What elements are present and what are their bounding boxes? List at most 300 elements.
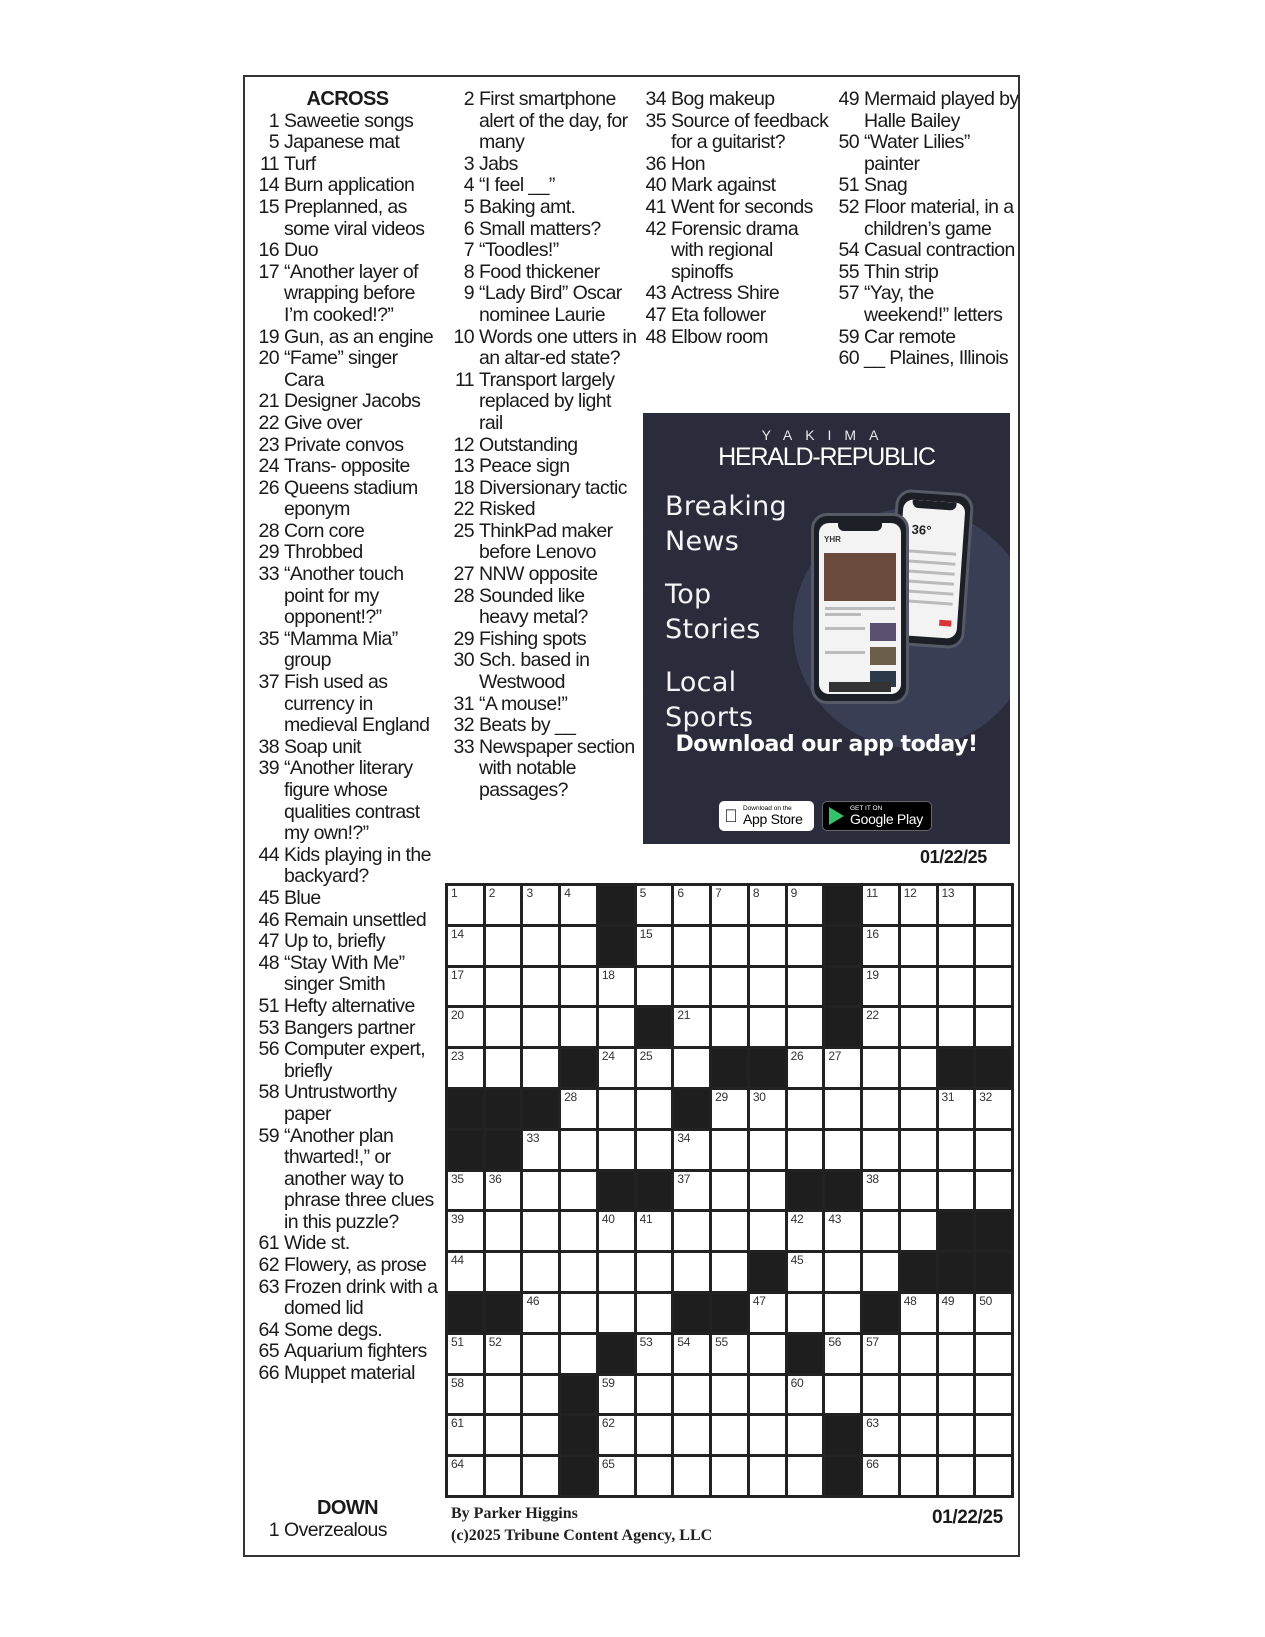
clue-item — [255, 1018, 440, 1040]
grid-cell[interactable] — [825, 1049, 860, 1087]
clue-text: “Yay, the weekend!” letters — [864, 282, 1003, 326]
grid-cell[interactable] — [599, 1212, 634, 1250]
grid-cell[interactable] — [637, 1212, 672, 1250]
grid-cell[interactable] — [976, 1090, 1011, 1128]
grid-cell[interactable] — [448, 1253, 483, 1291]
grid-cell[interactable] — [712, 1335, 747, 1373]
grid-cell[interactable] — [674, 1335, 709, 1373]
grid-cell[interactable] — [788, 1416, 823, 1454]
grid-cell[interactable] — [939, 1294, 974, 1332]
grid-cell[interactable] — [486, 1253, 521, 1291]
grid-cell[interactable] — [901, 886, 936, 924]
grid-cell[interactable] — [674, 1457, 709, 1495]
grid-cell[interactable] — [599, 968, 634, 1006]
cell-number: 7 — [715, 886, 722, 900]
grid-cell[interactable] — [939, 1416, 974, 1454]
grid-cell-block — [825, 1172, 860, 1210]
grid-cell[interactable] — [825, 1212, 860, 1250]
clue-number: 31 — [453, 692, 474, 715]
grid-cell[interactable] — [863, 968, 898, 1006]
grid-cell[interactable] — [674, 1212, 709, 1250]
grid-cell[interactable] — [561, 1172, 596, 1210]
grid-cell[interactable] — [901, 1172, 936, 1210]
cell-number: 27 — [828, 1049, 842, 1064]
grid-cell[interactable] — [976, 1131, 1011, 1169]
copyright: (c)2025 Tribune Content Agency, LLC — [451, 1527, 713, 1544]
grid-cell-block — [486, 1294, 521, 1332]
grid-cell-block — [486, 1131, 521, 1169]
grid-cell[interactable] — [561, 1131, 596, 1169]
clue-number: 25 — [453, 519, 474, 542]
grid-cell[interactable] — [599, 1457, 634, 1495]
grid-cell[interactable] — [712, 1008, 747, 1046]
clue-item — [640, 197, 830, 219]
grid-cell[interactable] — [599, 1294, 634, 1332]
grid-cell[interactable] — [561, 1008, 596, 1046]
clue-text: Frozen drink with a domed lid — [284, 1275, 438, 1320]
clue-text: ThinkPad maker before Lenovo — [479, 519, 613, 564]
grid-cell[interactable] — [825, 1131, 860, 1169]
clue-text: “Water Lilies” painter — [864, 131, 970, 175]
grid-cell[interactable] — [674, 1172, 709, 1210]
grid-cell[interactable] — [448, 927, 483, 965]
grid-cell[interactable] — [486, 968, 521, 1006]
cell-number: 9 — [790, 886, 797, 900]
grid-cell[interactable] — [637, 1049, 672, 1087]
grid-cell[interactable] — [863, 1090, 898, 1128]
grid-cell[interactable] — [712, 1090, 747, 1128]
clue-text: “Toodles!” — [479, 239, 559, 262]
grid-cell[interactable] — [637, 1294, 672, 1332]
grid-cell[interactable] — [448, 1212, 483, 1250]
grid-cell[interactable] — [788, 1131, 823, 1169]
clue-number: 63 — [258, 1275, 279, 1298]
grid-cell[interactable] — [788, 927, 823, 965]
grid-cell-block — [486, 1090, 521, 1128]
grid-cell[interactable] — [750, 886, 785, 924]
grid-cell[interactable] — [901, 1049, 936, 1087]
grid-cell[interactable] — [674, 1008, 709, 1046]
grid-cell[interactable] — [674, 1131, 709, 1169]
grid-cell-block — [825, 968, 860, 1006]
clue-item — [448, 435, 638, 457]
grid-cell[interactable] — [674, 1253, 709, 1291]
grid-cell[interactable] — [448, 1416, 483, 1454]
grid-cell[interactable] — [901, 968, 936, 1006]
grid-cell-block — [825, 1008, 860, 1046]
grid-cell[interactable] — [486, 1335, 521, 1373]
clue-text: “Stay With Me” singer Smith — [284, 951, 405, 996]
grid-cell[interactable] — [939, 1090, 974, 1128]
cell-number: 12 — [903, 886, 917, 900]
grid-cell[interactable] — [825, 1294, 860, 1332]
clue-text: “Another layer of wrapping before I’m cooked!?” — [284, 260, 418, 326]
grid-cell[interactable] — [788, 1008, 823, 1046]
cell-number: 52 — [488, 1334, 502, 1349]
clue-item — [255, 564, 440, 629]
app-store-button[interactable]: Download on the App Store — [719, 801, 814, 831]
clue-item — [640, 283, 830, 305]
clue-number: 59 — [838, 325, 859, 348]
grid-cell[interactable] — [637, 968, 672, 1006]
grid-cell[interactable] — [863, 1049, 898, 1087]
grid-cell[interactable] — [712, 886, 747, 924]
grid-cell[interactable] — [976, 927, 1011, 965]
clue-number: 19 — [258, 325, 279, 348]
clue-text: Forensic drama with regional spinoffs — [671, 217, 799, 283]
grid-cell[interactable] — [863, 1335, 898, 1373]
grid-cell[interactable] — [712, 1376, 747, 1414]
grid-cell[interactable] — [750, 1090, 785, 1128]
grid-cell[interactable] — [637, 927, 672, 965]
clue-item — [448, 175, 638, 197]
cell-number: 50 — [979, 1293, 993, 1308]
grid-cell[interactable] — [712, 1172, 747, 1210]
grid-cell[interactable] — [901, 1457, 936, 1495]
grid-cell[interactable] — [486, 1049, 521, 1087]
clue-number: 40 — [645, 174, 666, 197]
grid-cell[interactable] — [637, 886, 672, 924]
clue-text: Small matters? — [479, 217, 601, 240]
clue-number: 30 — [453, 649, 474, 672]
clue-item — [448, 521, 638, 564]
grid-cell[interactable] — [486, 1212, 521, 1250]
grid-cell[interactable] — [901, 927, 936, 965]
clue-text: Transport largely replaced by light rail — [479, 368, 615, 434]
clue-text: Mark against — [671, 174, 776, 197]
grid-cell[interactable] — [788, 1212, 823, 1250]
grid-cell[interactable] — [863, 1253, 898, 1291]
grid-cell[interactable] — [523, 1416, 558, 1454]
grid-cell-block — [674, 1090, 709, 1128]
grid-cell[interactable] — [863, 927, 898, 965]
grid-cell-block — [939, 1212, 974, 1250]
grid-cell[interactable] — [599, 1416, 634, 1454]
grid-cell[interactable] — [976, 1457, 1011, 1495]
clue-item — [833, 240, 1023, 262]
grid-cell[interactable] — [788, 968, 823, 1006]
grid-cell[interactable] — [561, 1090, 596, 1128]
grid-cell[interactable] — [976, 968, 1011, 1006]
grid-cell[interactable] — [976, 1294, 1011, 1332]
ad-brand-logo: HERALD-REPUBLIC — [718, 443, 935, 471]
grid-cell[interactable] — [712, 968, 747, 1006]
grid-cell[interactable] — [939, 886, 974, 924]
grid-cell[interactable] — [448, 1172, 483, 1210]
grid-cell[interactable] — [939, 1172, 974, 1210]
grid-cell[interactable] — [976, 1172, 1011, 1210]
grid-cell[interactable] — [712, 1253, 747, 1291]
clue-text: Blue — [284, 886, 321, 909]
cell-number: 58 — [451, 1375, 464, 1390]
clue-text: Casual contraction — [864, 239, 1015, 262]
grid-cell[interactable] — [599, 1376, 634, 1414]
grid-cell[interactable] — [825, 1090, 860, 1128]
grid-cell[interactable] — [939, 968, 974, 1006]
grid-cell[interactable] — [637, 1335, 672, 1373]
clue-text: Sounded like heavy metal? — [479, 584, 588, 629]
grid-cell-block — [712, 1049, 747, 1087]
grid-cell[interactable] — [750, 1212, 785, 1250]
grid-cell[interactable] — [863, 1376, 898, 1414]
clue-item — [255, 1255, 440, 1277]
ad-call-to-action: Download our app today! — [675, 732, 978, 757]
grid-cell[interactable] — [788, 1049, 823, 1087]
grid-cell[interactable] — [712, 1131, 747, 1169]
grid-cell[interactable] — [523, 1457, 558, 1495]
grid-cell[interactable] — [448, 886, 483, 924]
grid-cell[interactable] — [674, 927, 709, 965]
grid-cell[interactable] — [523, 1008, 558, 1046]
grid-cell[interactable] — [486, 1457, 521, 1495]
grid-cell[interactable] — [523, 927, 558, 965]
grid-cell[interactable] — [712, 1416, 747, 1454]
grid-cell[interactable] — [486, 1172, 521, 1210]
grid-cell[interactable] — [788, 1253, 823, 1291]
grid-cell[interactable] — [825, 1376, 860, 1414]
grid-cell[interactable] — [750, 1131, 785, 1169]
grid-cell[interactable] — [750, 1335, 785, 1373]
grid-cell[interactable] — [750, 927, 785, 965]
clue-number: 49 — [838, 88, 859, 110]
grid-cell[interactable] — [637, 1131, 672, 1169]
down-clues-column-4 — [833, 89, 1023, 370]
clue-text: Remain unsettled — [284, 908, 427, 931]
grid-cell[interactable] — [523, 886, 558, 924]
grid-cell[interactable] — [788, 1457, 823, 1495]
clue-number: 20 — [258, 347, 279, 370]
grid-cell[interactable] — [561, 1212, 596, 1250]
grid-cell[interactable] — [750, 1416, 785, 1454]
clue-number: 65 — [258, 1340, 279, 1363]
app-advertisement[interactable] — [643, 413, 1010, 844]
grid-cell[interactable] — [674, 886, 709, 924]
grid-cell[interactable] — [788, 1376, 823, 1414]
grid-cell[interactable] — [561, 1294, 596, 1332]
cell-number: 20 — [451, 1008, 464, 1023]
grid-cell[interactable] — [599, 1131, 634, 1169]
clue-number: 36 — [645, 152, 666, 175]
grid-cell[interactable] — [976, 886, 1011, 924]
cell-number: 1 — [451, 886, 458, 900]
clue-text: Actress Shire — [671, 282, 780, 305]
grid-cell[interactable] — [939, 1457, 974, 1495]
clue-text: “Lady Bird” Oscar nominee Laurie — [479, 282, 622, 326]
clue-text: Food thickener — [479, 260, 600, 283]
cell-number: 46 — [526, 1293, 540, 1308]
grid-cell[interactable] — [486, 927, 521, 965]
clue-item — [255, 888, 440, 910]
clue-number: 5 — [463, 195, 474, 218]
grid-cell[interactable] — [788, 1294, 823, 1332]
grid-cell[interactable] — [674, 1376, 709, 1414]
grid-cell[interactable] — [486, 1008, 521, 1046]
grid-cell[interactable] — [448, 1335, 483, 1373]
grid-cell[interactable] — [448, 1049, 483, 1087]
cell-number: 51 — [451, 1334, 464, 1349]
grid-cell[interactable] — [788, 1090, 823, 1128]
grid-cell[interactable] — [561, 927, 596, 965]
grid-cell[interactable] — [750, 1457, 785, 1495]
cell-number: 61 — [451, 1416, 464, 1431]
clue-number: 38 — [258, 735, 279, 758]
grid-cell[interactable] — [561, 1335, 596, 1373]
clue-number: 24 — [258, 455, 279, 478]
grid-cell[interactable] — [976, 1008, 1011, 1046]
grid-cell-block — [939, 1049, 974, 1087]
cell-number: 41 — [639, 1212, 653, 1227]
grid-cell[interactable] — [599, 1090, 634, 1128]
grid-cell[interactable] — [901, 1335, 936, 1373]
clue-item — [640, 305, 830, 327]
grid-cell[interactable] — [712, 1457, 747, 1495]
clue-item — [255, 542, 440, 564]
grid-cell[interactable] — [976, 1376, 1011, 1414]
grid-cell[interactable] — [750, 1376, 785, 1414]
clue-item — [255, 1082, 440, 1125]
clue-text: Went for seconds — [671, 195, 813, 218]
grid-cell[interactable] — [486, 1416, 521, 1454]
clue-item — [255, 1363, 440, 1385]
grid-cell[interactable] — [825, 1253, 860, 1291]
grid-cell[interactable] — [523, 1253, 558, 1291]
grid-cell[interactable] — [523, 1212, 558, 1250]
clue-number: 12 — [453, 433, 474, 456]
crossword-grid[interactable] — [445, 883, 1014, 1498]
clue-item — [255, 111, 440, 133]
grid-cell[interactable] — [486, 1376, 521, 1414]
cell-number: 57 — [866, 1334, 879, 1349]
clue-number: 3 — [463, 152, 474, 175]
clue-text: Words one utters in an altar-ed state? — [479, 325, 637, 370]
clue-number: 1 — [268, 109, 279, 132]
clue-item — [255, 456, 440, 478]
cell-number: 55 — [715, 1334, 728, 1349]
clue-item — [255, 348, 440, 391]
grid-cell[interactable] — [448, 968, 483, 1006]
cell-number: 15 — [639, 926, 653, 941]
grid-cell[interactable] — [901, 1416, 936, 1454]
grid-cell[interactable] — [637, 1090, 672, 1128]
google-play-button[interactable]: GET IT ON Google Play — [822, 801, 932, 831]
grid-cell[interactable] — [523, 1294, 558, 1332]
clue-number: 44 — [258, 843, 279, 866]
cell-number: 8 — [752, 886, 760, 900]
grid-cell[interactable] — [561, 1253, 596, 1291]
grid-cell[interactable] — [863, 1457, 898, 1495]
clue-text: “Mamma Mia” group — [284, 627, 398, 672]
grid-cell[interactable] — [637, 1253, 672, 1291]
grid-cell[interactable] — [750, 1008, 785, 1046]
grid-cell[interactable] — [788, 886, 823, 924]
grid-cell-block — [637, 1008, 672, 1046]
clue-number: 37 — [258, 671, 279, 694]
grid-cell[interactable] — [448, 1008, 483, 1046]
grid-cell[interactable] — [523, 1335, 558, 1373]
grid-cell[interactable] — [599, 1008, 634, 1046]
cell-number: 45 — [790, 1253, 804, 1268]
grid-cell[interactable] — [637, 1416, 672, 1454]
clue-text: Muppet material — [284, 1362, 415, 1385]
clue-text: Queens stadium eponym — [284, 476, 418, 521]
grid-cell[interactable] — [939, 1008, 974, 1046]
cell-number: 47 — [752, 1293, 766, 1308]
clue-item — [255, 327, 440, 349]
clue-number: 16 — [258, 239, 279, 262]
grid-cell-block — [976, 1212, 1011, 1250]
cell-number: 30 — [752, 1089, 766, 1104]
grid-cell[interactable] — [863, 1212, 898, 1250]
grid-cell-block — [712, 1294, 747, 1332]
grid-cell[interactable] — [561, 968, 596, 1006]
grid-cell[interactable] — [712, 1212, 747, 1250]
grid-cell[interactable] — [863, 1008, 898, 1046]
grid-cell[interactable] — [901, 1090, 936, 1128]
grid-cell-block — [561, 1049, 596, 1087]
grid-cell[interactable] — [523, 1131, 558, 1169]
cell-number: 24 — [601, 1049, 615, 1064]
grid-cell[interactable] — [674, 968, 709, 1006]
grid-cell[interactable] — [486, 886, 521, 924]
clue-number: 41 — [645, 195, 666, 218]
grid-cell[interactable] — [863, 1172, 898, 1210]
grid-cell[interactable] — [750, 968, 785, 1006]
grid-cell[interactable] — [448, 1457, 483, 1495]
cell-number: 62 — [601, 1416, 615, 1431]
grid-cell[interactable] — [674, 1049, 709, 1087]
grid-cell[interactable] — [750, 1172, 785, 1210]
clue-number: 60 — [838, 347, 859, 370]
grid-cell[interactable] — [901, 1294, 936, 1332]
grid-cell[interactable] — [976, 1416, 1011, 1454]
grid-cell[interactable] — [939, 1131, 974, 1169]
grid-cell[interactable] — [599, 1253, 634, 1291]
grid-cell[interactable] — [976, 1335, 1011, 1373]
grid-cell[interactable] — [523, 1049, 558, 1087]
clue-number: 42 — [645, 217, 666, 240]
clue-item — [255, 1277, 440, 1320]
grid-cell[interactable] — [939, 1376, 974, 1414]
clue-text: Computer expert, briefly — [284, 1038, 426, 1082]
grid-cell[interactable] — [901, 1376, 936, 1414]
grid-cell[interactable] — [448, 1376, 483, 1414]
grid-cell[interactable] — [901, 1212, 936, 1250]
grid-cell[interactable] — [863, 1416, 898, 1454]
grid-cell[interactable] — [599, 1049, 634, 1087]
clue-text: Gun, as an engine — [284, 325, 434, 348]
grid-cell[interactable] — [637, 1457, 672, 1495]
grid-cell-block — [599, 886, 634, 924]
grid-cell[interactable] — [561, 886, 596, 924]
grid-cell[interactable] — [750, 1294, 785, 1332]
grid-cell[interactable] — [939, 1335, 974, 1373]
grid-cell[interactable] — [863, 886, 898, 924]
grid-cell[interactable] — [825, 1335, 860, 1373]
grid-cell[interactable] — [523, 1172, 558, 1210]
grid-cell[interactable] — [674, 1416, 709, 1454]
grid-cell[interactable] — [939, 927, 974, 965]
grid-cell[interactable] — [712, 927, 747, 965]
clue-text: Kids playing in the backyard? — [284, 843, 431, 888]
grid-cell[interactable] — [863, 1131, 898, 1169]
grid-cell[interactable] — [523, 1376, 558, 1414]
clue-text: Risked — [479, 498, 536, 521]
grid-cell[interactable] — [637, 1376, 672, 1414]
phone-front-image: YHR — [811, 513, 909, 704]
grid-cell[interactable] — [901, 1131, 936, 1169]
grid-cell[interactable] — [523, 968, 558, 1006]
grid-cell[interactable] — [901, 1008, 936, 1046]
